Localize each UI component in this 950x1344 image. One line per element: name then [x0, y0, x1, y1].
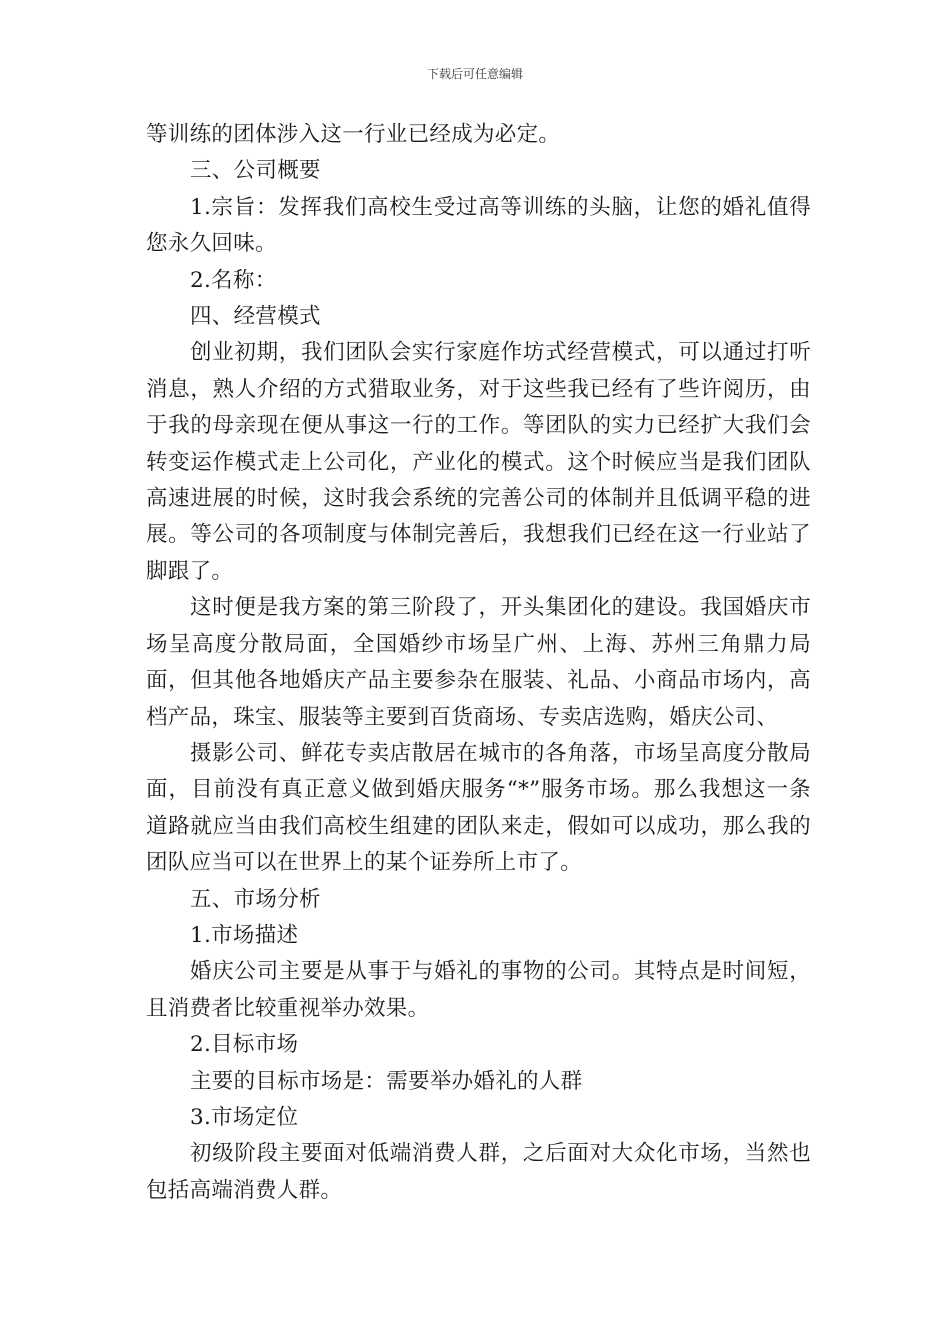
subheading-market-description: 1.市场描述 — [190, 922, 299, 948]
paragraph-business-model: 创业初期，我们团队会实行家庭作坊式经营模式，可以通过打听消息，熟人介绍的方式猎取业务，对于这些我已经有了些许阅历，由于我的母亲现在便从事这一行的工作。等团队的实力已经扩大我们会转变运作模式走上公司化，产业化的模式。这个时候应当是我们团队高速进展的时候，这时我会系统的完善公司的体制并且低调平稳的进展。等公司的各项制度与体制完善后，我想我们已经在这一行业站了脚跟了。 — [146, 340, 811, 584]
paragraph-name: 2.名称： — [190, 267, 277, 293]
page-header: 下载后可任意编辑 — [426, 67, 523, 81]
document-body — [146, 117, 811, 1209]
subheading-market-positioning: 3.市场定位 — [190, 1104, 299, 1130]
section-heading-market-analysis: 五、市场分析 — [190, 886, 321, 912]
paragraph-market-distribution: 摄影公司、鲜花专卖店散居在城市的各角落，市场呈高度分散局面，目前没有真正意义做到婚庆服务“*”服务市场。那么我想这一条道路就应当由我们高校生组建的团队来走，假如可以成功，那么我的团队应当可以在世界上的某个证券所上市了。 — [146, 740, 811, 876]
paragraph-market-positioning: 初级阶段主要面对低端消费人群，之后面对大众化市场，当然也包括高端消费人群。 — [146, 1141, 811, 1203]
paragraph-continuation: 等训练的团体涉入这一行业已经成为必定。 — [146, 122, 561, 147]
subheading-target-market: 2.目标市场 — [190, 1032, 299, 1058]
paragraph-third-stage: 这时便是我方案的第三阶段了，开头集团化的建设。我国婚庆市场呈高度分散局面，全国婚纱市场呈广州、上海、苏州三角鼎力局面，但其他各地婚庆产品主要参杂在服装、礼品、小商品市场内，高档产品，珠宝、服装等主要到百货商场、专卖店选购，婚庆公司、 — [146, 595, 811, 730]
paragraph-market-description: 婚庆公司主要是从事于与婚礼的事物的公司。其特点是时间短，且消费者比较重视举办效果。 — [146, 959, 811, 1021]
paragraph-purpose: 1.宗旨：发挥我们高校生受过高等训练的头脑，让您的婚礼值得您永久回味。 — [146, 194, 811, 257]
paragraph-target-market: 主要的目标市场是：需要举办婚礼的人群 — [190, 1068, 583, 1094]
section-heading-business-model: 四、经营模式 — [190, 304, 321, 330]
section-heading-company-overview: 三、公司概要 — [190, 158, 321, 184]
